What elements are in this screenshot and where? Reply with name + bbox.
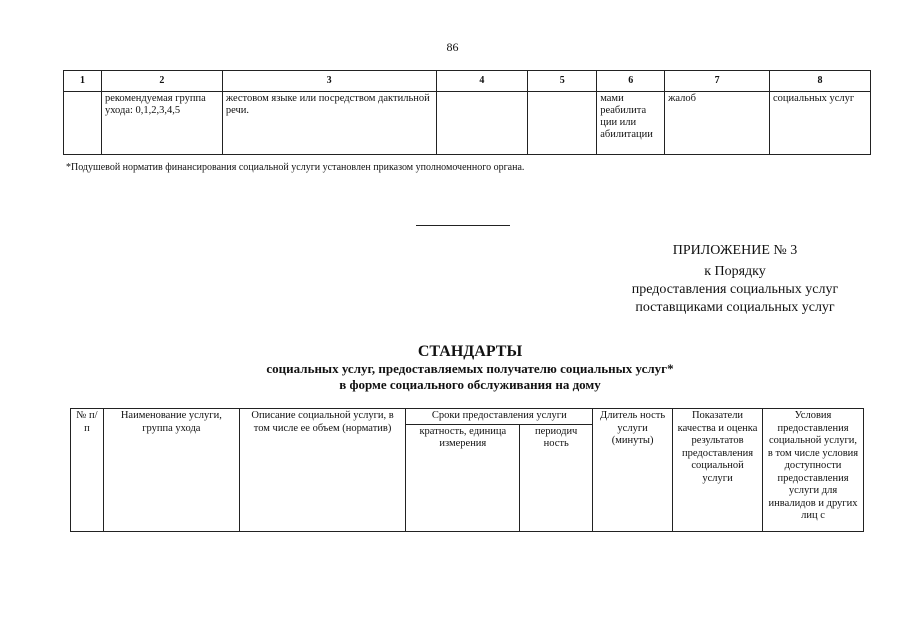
heading-sub: в форме социального обслуживания на дому (339, 377, 601, 392)
header-frequency: кратность, единица измерения (406, 424, 520, 531)
table-cell: мами реабилита ции или абилитации (597, 92, 665, 155)
header-quality: Показатели качества и оценка результатов предоставления социальной услуги (673, 409, 763, 532)
standards-table (70, 408, 864, 532)
header-cell: 3 (222, 71, 436, 92)
table-cell (64, 92, 102, 155)
header-cell: 2 (101, 71, 222, 92)
footnote: *Подушевой норматив финансирования социальной услуги установлен приказом уполномоченного органа. (66, 162, 525, 173)
appendix-block (600, 242, 870, 317)
document-heading (0, 343, 905, 393)
table-header-row (64, 71, 871, 92)
table-cell: социальных услуг (770, 92, 871, 155)
header-conditions: Условия предоставления социальной услуги, в том числе условия доступности предоставления услуги для инвалидов и других лиц с (763, 409, 864, 532)
continued-table (63, 70, 871, 155)
table-cell: рекомендуемая группа ухода: 0,1,2,3,4,5 (101, 92, 222, 155)
table-cell: жалоб (665, 92, 770, 155)
table-cell (528, 92, 597, 155)
heading-main: СТАНДАРТЫ (417, 343, 523, 360)
appendix-line: поставщиками социальных услуг (635, 300, 835, 315)
header-cell: 6 (597, 71, 665, 92)
appendix-title: ПРИЛОЖЕНИЕ № 3 (672, 243, 798, 258)
table-header-row (71, 409, 864, 425)
header-number: № п/п (71, 409, 104, 532)
header-service-name: Наименование услуги, группа ухода (103, 409, 239, 532)
table-cell: жестовом языке или посредством дактильной речи. (222, 92, 436, 155)
header-cell: 4 (436, 71, 528, 92)
table-cell (436, 92, 528, 155)
header-cell: 1 (64, 71, 102, 92)
header-cell: 7 (665, 71, 770, 92)
appendix-line: предоставления социальных услуг (631, 282, 839, 297)
header-cell: 8 (770, 71, 871, 92)
table-row (64, 92, 871, 155)
header-periodicity: периодич ность (520, 424, 593, 531)
header-cell: 5 (528, 71, 597, 92)
header-duration: Длитель ность услуги (минуты) (593, 409, 673, 532)
page-number: 86 (446, 40, 459, 54)
section-separator (416, 225, 510, 226)
header-description: Описание социальной услуги, в том числе ее объем (норматив) (239, 409, 406, 532)
appendix-line: к Порядку (704, 264, 766, 279)
heading-sub: социальных услуг, предоставляемых получателю социальных услуг* (266, 361, 674, 376)
header-terms: Сроки предоставления услуги (406, 409, 593, 425)
